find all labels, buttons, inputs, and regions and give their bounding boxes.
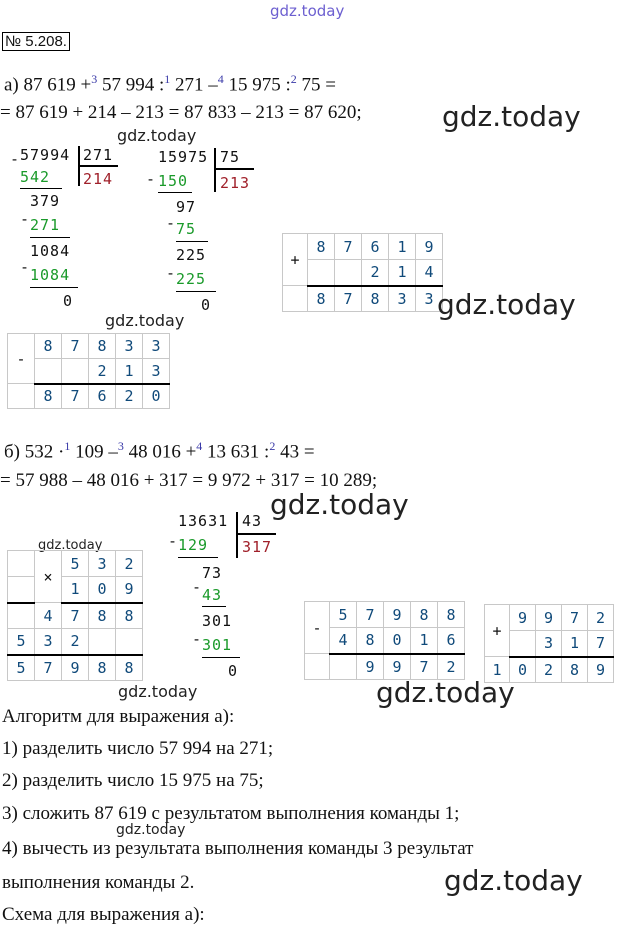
expr-b-term: 43 = [275,441,315,463]
subtrahend: 150 [158,172,189,190]
multiply-sign: × [35,551,62,603]
digit-cell: 7 [335,286,362,312]
digit-cell: 3 [143,334,170,359]
subtrahend: 542 [20,168,51,186]
final-remainder: 0 [201,296,211,314]
step-number: 2 [269,439,276,453]
digit-cell: 7 [411,654,438,680]
digit-cell: 2 [536,657,562,683]
part-b-expression [4,435,315,463]
digit-cell: 8 [35,334,62,359]
digit-cell: 2 [62,629,89,655]
digit-cell [8,551,35,577]
subtrahend: 129 [178,536,209,554]
digit-cell: 4 [416,260,443,286]
digit-cell: 3 [416,286,443,312]
digit-cell: 3 [536,631,562,657]
digit-cell: 2 [116,384,143,409]
subtrahend: 301 [202,636,233,654]
algorithm-step: 3) сложить 87 619 с результатом выполнения команды 1; [2,803,460,824]
digit-cell: 3 [89,551,116,577]
watermark: gdz.today [444,864,583,897]
digit-cell: 1 [116,359,143,384]
digit-cell: 1 [485,657,510,683]
digit-cell: 7 [62,384,89,409]
digit-cell: 3 [143,359,170,384]
plus-sign: + [283,234,308,286]
digit-cell [116,629,143,655]
digit-cell: 8 [362,286,389,312]
addition-grid-a [282,233,443,312]
digit-cell: 7 [357,602,384,628]
digit-cell: 3 [35,629,62,655]
algorithm-step: 2) разделить число 15 975 на 75; [2,770,264,791]
watermark: gdz.today [376,676,515,709]
digit-cell: 5 [8,655,35,681]
expr-a-term: 271 – [170,74,218,96]
step-number: 1 [164,72,171,86]
digit-cell: 6 [438,628,465,654]
digit-cell: 9 [384,654,411,680]
scheme-title: Схема для выражения а): [2,904,205,925]
plus-sign: + [485,605,510,657]
part-b-label: б) [4,441,20,463]
digit-cell [35,359,62,384]
digit-cell [8,577,35,603]
remainder: 97 [176,198,197,216]
divisor: 75 [220,148,241,166]
digit-cell: 5 [8,629,35,655]
part-a-label: а) [4,74,19,96]
digit-cell [308,260,335,286]
digit-cell: 8 [308,234,335,260]
watermark: gdz.today [116,822,186,838]
digit-cell: 8 [116,655,143,681]
problem-number: № 5.208. [2,32,70,51]
subtraction-grid-b [304,601,465,680]
watermark: gdz.today [442,100,581,133]
expr-b-term: 532 · [24,441,65,463]
digit-cell: 9 [357,654,384,680]
watermark: gdz.today [117,126,197,145]
digit-cell: 2 [362,260,389,286]
divisor: 271 [83,146,114,164]
digit-cell: 8 [89,603,116,629]
subtraction-grid-a [7,333,170,409]
digit-cell: 4 [330,628,357,654]
subtrahend: 271 [30,216,61,234]
digit-cell: 9 [384,602,411,628]
digit-cell: 8 [438,602,465,628]
watermark-top: gdz.today [270,2,345,20]
digit-cell: 4 [35,603,62,629]
digit-cell: 1 [411,628,438,654]
digit-cell: 3 [389,286,416,312]
digit-cell: 0 [510,657,536,683]
digit-cell: 8 [116,603,143,629]
digit-cell: 0 [89,577,116,603]
digit-cell [335,260,362,286]
digit-cell: 8 [35,384,62,409]
watermark: gdz.today [118,682,198,701]
part-a-result: = 87 619 + 214 – 213 = 87 833 – 213 = 87 620; [0,102,362,123]
remainder: 301 [202,612,233,630]
addition-grid-b [484,604,614,683]
quotient: 214 [83,170,114,188]
remainder: 225 [176,246,207,264]
digit-cell [330,654,357,680]
digit-cell: 2 [116,551,143,577]
expr-b-term: 48 016 + [123,441,197,463]
digit-cell: 8 [89,334,116,359]
digit-cell: 8 [411,602,438,628]
final-remainder: 0 [63,292,73,310]
digit-cell: 9 [416,234,443,260]
dividend: 13631 [178,512,229,530]
expr-b-term: 13 631 : [202,441,270,463]
multiplication-grid [7,550,143,681]
digit-cell: 7 [335,234,362,260]
digit-cell: 1 [389,234,416,260]
expr-a-term: 57 994 : [97,74,165,96]
algorithm-step: 1) разделить число 57 994 на 271; [2,738,274,759]
digit-cell: 8 [357,628,384,654]
digit-cell: 0 [143,384,170,409]
step-number: 4 [196,439,203,453]
dividend: 15975 [158,148,209,166]
digit-cell: 8 [89,655,116,681]
minus-sign: - [305,602,330,654]
quotient: 213 [220,174,251,192]
algorithm-step: выполнения команды 2. [2,872,195,893]
step-number: 2 [290,72,297,86]
watermark: gdz.today [105,311,185,330]
digit-cell: 8 [308,286,335,312]
subtrahend: 225 [176,270,207,288]
digit-cell: 0 [384,628,411,654]
watermark: gdz.today [38,538,103,553]
digit-cell: 9 [588,657,614,683]
digit-cell: 1 [562,631,588,657]
digit-cell: 2 [588,605,614,631]
digit-cell [510,631,536,657]
digit-cell: 2 [89,359,116,384]
subtrahend: 43 [202,586,223,604]
subtrahend: 75 [176,220,197,238]
digit-cell: 5 [62,551,89,577]
step-number: 3 [91,72,98,86]
remainder: 1084 [30,242,71,260]
digit-cell: 7 [588,631,614,657]
digit-cell: 6 [362,234,389,260]
algorithm-step: 4) вычесть из результата выполнения команды 3 результат [2,838,474,859]
expr-b-term: 109 – [70,441,118,463]
final-remainder: 0 [228,662,238,680]
step-number: 4 [217,72,224,86]
digit-cell [89,629,116,655]
quotient: 317 [242,538,273,556]
part-a-expression [4,68,336,96]
divisor: 43 [242,512,263,530]
algorithm-title: Алгоритм для выражения а): [2,706,235,727]
digit-cell: 9 [536,605,562,631]
step-number: 1 [64,439,71,453]
digit-cell: 9 [116,577,143,603]
step-number: 3 [117,439,124,453]
digit-cell [8,603,35,629]
digit-cell: 6 [89,384,116,409]
digit-cell: 7 [562,605,588,631]
watermark: gdz.today [270,488,409,521]
digit-cell: 2 [438,654,465,680]
expr-a-term: 15 975 : [223,74,291,96]
digit-cell: 7 [62,603,89,629]
watermark: gdz.today [437,288,576,321]
digit-cell: 3 [116,334,143,359]
digit-cell: 7 [35,655,62,681]
digit-cell: 8 [562,657,588,683]
minus-sign: - [8,334,35,384]
dividend: 57994 [20,146,71,164]
digit-cell: 1 [389,260,416,286]
subtrahend: 1084 [30,266,71,284]
digit-cell: 7 [62,334,89,359]
digit-cell: 1 [62,577,89,603]
digit-cell: 9 [62,655,89,681]
remainder: 73 [202,564,223,582]
expr-a-term: 75 = [296,74,337,96]
digit-cell: 9 [510,605,536,631]
expr-a-term: 87 619 + [23,74,92,96]
part-b-result: = 57 988 – 48 016 + 317 = 9 972 + 317 = 10 289; [0,470,378,491]
digit-cell: 5 [330,602,357,628]
digit-cell [62,359,89,384]
remainder: 379 [30,192,61,210]
